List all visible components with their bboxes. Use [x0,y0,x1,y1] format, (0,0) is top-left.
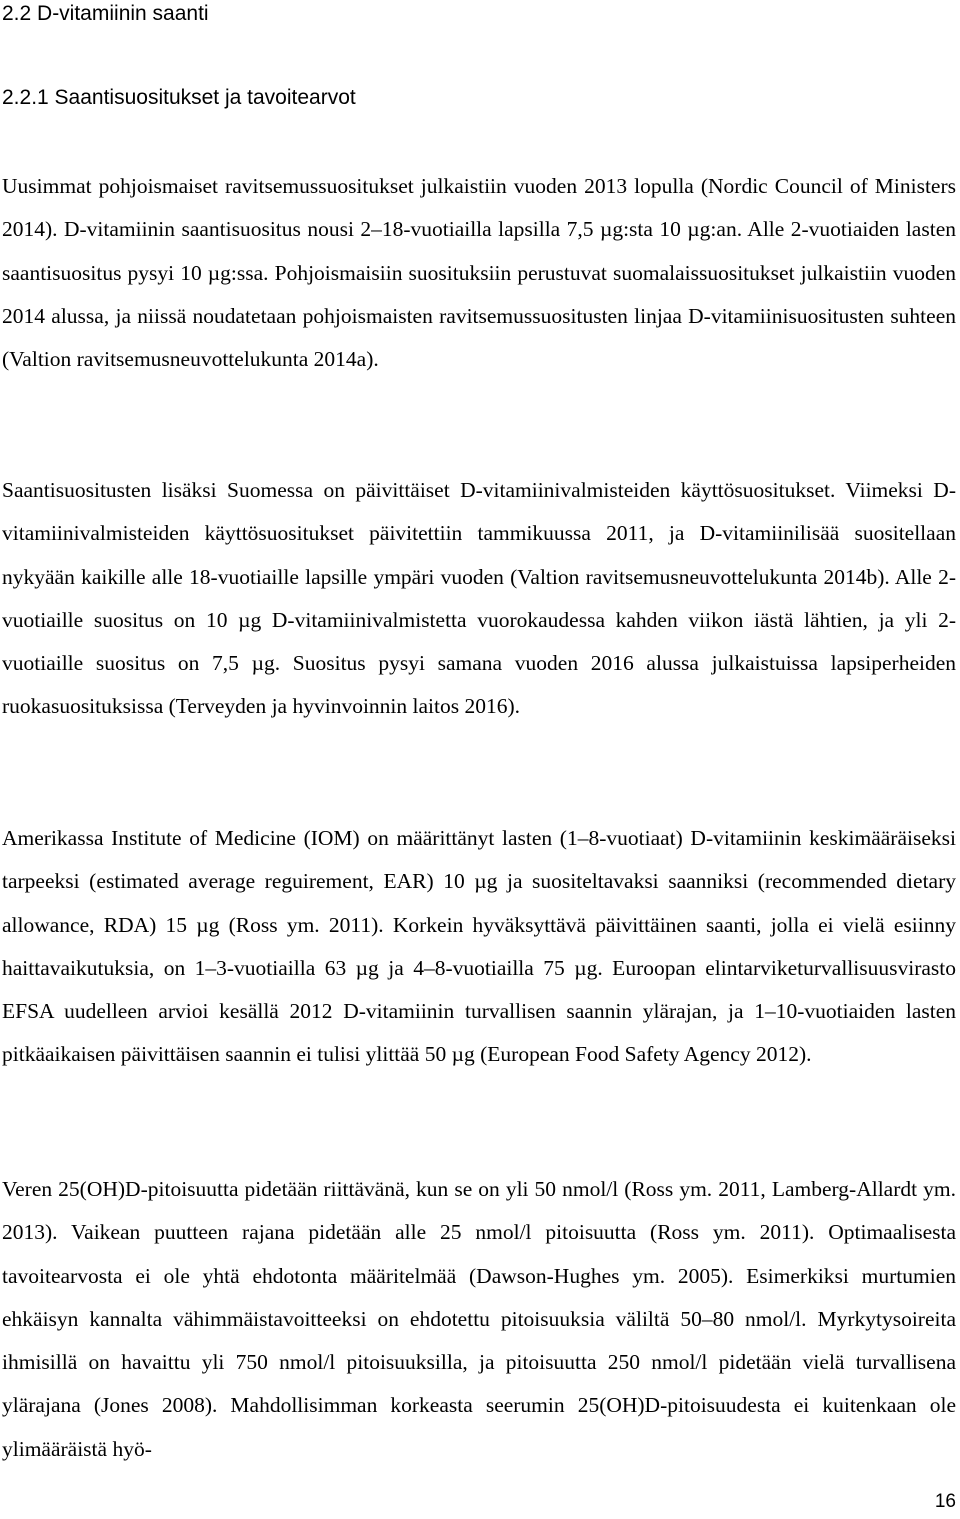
section-heading: 2.2 D-vitamiinin saanti [2,2,209,25]
page-number: 16 [934,1491,956,1512]
paragraph-supplement-recommendations: Saantisuositusten lisäksi Suomessa on päivittäiset D-vitamiinivalmisteiden käyttösuositukset. Viimeksi D-vitamiinivalmisteiden käyttösuositukset päivitettiin tammikuussa 2011, ja D-vitamiinilisää suositellaan nykyään kaikille alle 18-vuotiaille lapsille ympäri vuoden (Valtion ravitsemusneuvottelukunta 2014b). Alle 2-vuotiaille suositus on 10 µg D-vitamiinivalmistetta vuorokaudessa kahden viikon iästä lähtien, ja yli 2-vuotiaille suositus on 7,5 µg. Suositus pysyi samana vuoden 2016 alussa julkaistuissa lapsiperheiden ruokasuosituksissa (Terveyden ja hyvinvoinnin laitos 2016). [2,478,956,719]
paragraph-iom-efsa-intake: Amerikassa Institute of Medicine (IOM) on määrittänyt lasten (1–8-vuotiaat) D-vitamiinin keskimääräiseksi tarpeeksi (estimated average reguirement, EAR) 10 µg ja suositeltavaksi saanniksi (recommended dietary allowance, RDA) 15 µg (Ross ym. 2011). Korkein hyväksyttävä päivittäinen saanti, jolla ei vielä esiinny haittavaikutuksia, on 1–3-vuotiailla 63 µg ja 4–8-vuotiailla 75 µg. Euroopan elintarviketurvallisuusvirasto EFSA uudelleen arvioi kesällä 2012 D-vitamiinin turvallisen saannin ylärajan, ja 1–10-vuotiaiden lasten pitkäaikaisen päivittäisen saannin ei tulisi ylittää 50 µg (European Food Safety Agency 2012). [2,826,956,1067]
subsection-heading: 2.2.1 Saantisuositukset ja tavoitearvot [2,86,356,109]
paragraph-nordic-recommendations: Uusimmat pohjoismaiset ravitsemussuositukset julkaistiin vuoden 2013 lopulla (Nordic Council of Ministers 2014). D-vitamiinin saantisuositus nousi 2–18-vuotiailla lapsilla 7,5 µg:sta 10 µg:an. Alle 2-vuotiaiden lasten saantisuositus pysyi 10 µg:ssa. Pohjoismaisiin suosituksiin perustuvat suomalaissuositukset julkaistiin vuoden 2014 alussa, ja niissä noudatetaan pohjoismaisten ravitsemussuositusten linjaa D-vitamiinisuositusten suhteen (Valtion ravitsemusneuvottelukunta 2014a). [2,174,956,371]
paragraph-serum-levels: Veren 25(OH)D-pitoisuutta pidetään riittävänä, kun se on yli 50 nmol/l (Ross ym. 2011, Lamberg-Allardt ym. 2013). Vaikean puutteen rajana pidetään alle 25 nmol/l pitoisuutta (Ross ym. 2011). Optimaalisesta tavoitearvosta ei ole yhtä ehdotonta määritelmää (Dawson-Hughes ym. 2005). Esimerkiksi murtumien ehkäisyn kannalta vähimmäistavoitteeksi on ehdotettu pitoisuuksia väliltä 50–80 nmol/l. Myrkytysoireita ihmisillä on havaittu yli 750 nmol/l pitoisuuksilla, ja pitoisuutta 250 nmol/l pidetään vielä turvallisena ylärajana (Jones 2008). Mahdollisimman korkeasta seerumin 25(OH)D-pitoisuudesta ei kuitenkaan ole ylimääräistä hyö- [2,1177,956,1461]
